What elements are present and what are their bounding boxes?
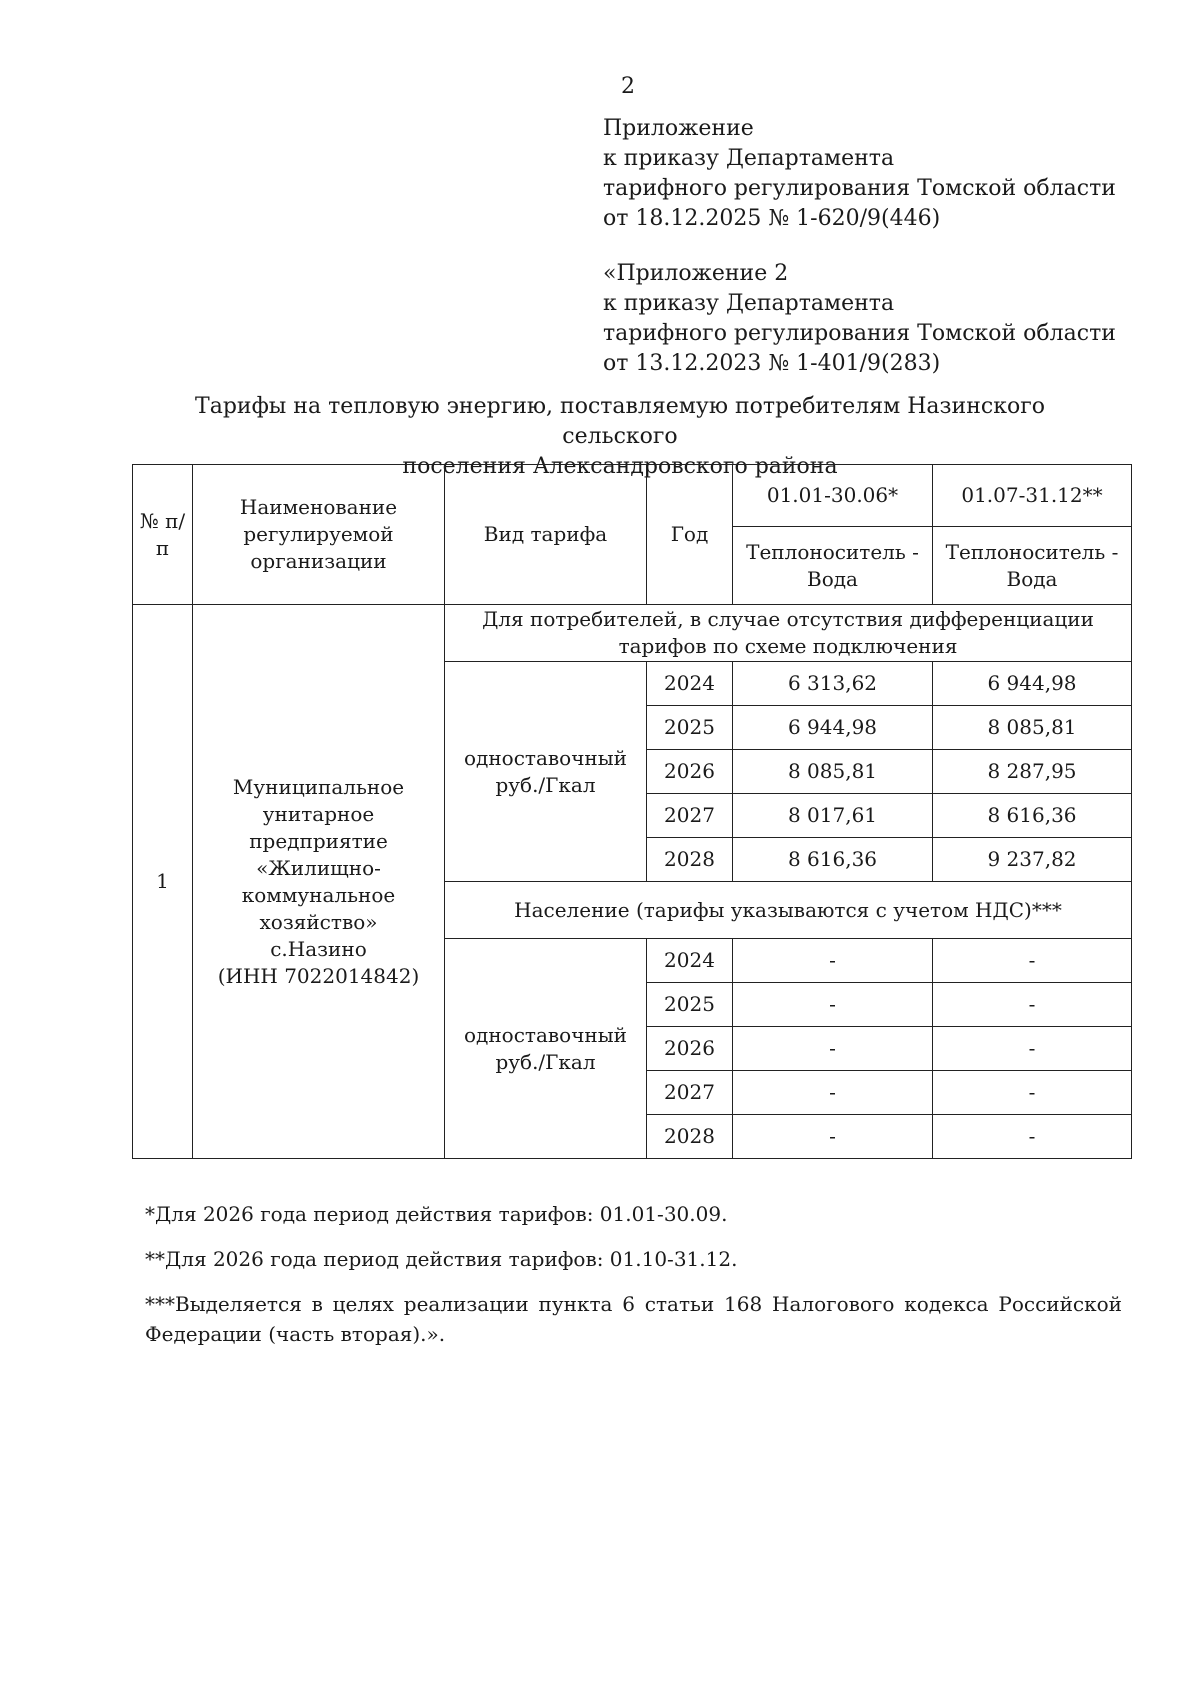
appendix-line: тарифного регулирования Томской области [603, 321, 1116, 346]
header-tariff-type: Вид тарифа [445, 465, 647, 605]
value-cell: - [933, 1115, 1132, 1159]
header-num: № п/п [133, 465, 193, 605]
year-cell: 2025 [647, 706, 733, 750]
year-cell: 2028 [647, 1115, 733, 1159]
value-cell: 6 944,98 [933, 662, 1132, 706]
year-cell: 2028 [647, 838, 733, 882]
value-cell: 8 616,36 [733, 838, 933, 882]
year-cell: 2026 [647, 1027, 733, 1071]
header-period-1: 01.01-30.06* [733, 465, 933, 527]
value-cell: 8 085,81 [933, 706, 1132, 750]
header-organization: Наименование регулируемой организации [193, 465, 445, 605]
year-cell: 2024 [647, 939, 733, 983]
value-cell: - [933, 1071, 1132, 1115]
appendix-line: «Приложение 2 [603, 261, 789, 286]
value-cell: - [933, 939, 1132, 983]
section-title: Для потребителей, в случае отсутствия дифференциации тарифов по схеме подключения [445, 605, 1132, 662]
footnote: *Для 2026 года период действия тарифов: 01.01-30.09. [145, 1202, 728, 1226]
value-cell: - [733, 1071, 933, 1115]
value-cell: - [733, 939, 933, 983]
header-period-2: 01.07-31.12** [933, 465, 1132, 527]
appendix-line: от 13.12.2023 № 1-401/9(283) [603, 351, 941, 376]
header-carrier-1: Теплоноситель - Вода [733, 527, 933, 605]
year-cell: 2026 [647, 750, 733, 794]
organization-name: Муниципальное унитарное предприятие «Жилищно- коммунальное хозяйство» с.Назино (ИНН 7022014842) [193, 605, 445, 1159]
value-cell: 8 616,36 [933, 794, 1132, 838]
value-cell: 6 313,62 [733, 662, 933, 706]
appendix-header-1 [603, 114, 1116, 234]
header-year: Год [647, 465, 733, 605]
value-cell: - [733, 1115, 933, 1159]
year-cell: 2025 [647, 983, 733, 1027]
year-cell: 2027 [647, 794, 733, 838]
title-line: Тарифы на тепловую энергию, поставляемую потребителям Назинского сельского [195, 394, 1045, 449]
appendix-line: тарифного регулирования Томской области [603, 176, 1116, 201]
footnote: **Для 2026 года период действия тарифов: 01.10-31.12. [145, 1247, 738, 1271]
value-cell: - [933, 1027, 1132, 1071]
value-cell: - [733, 983, 933, 1027]
section-row [133, 605, 1132, 662]
value-cell: 6 944,98 [733, 706, 933, 750]
tariff-table [132, 464, 1132, 1159]
section-title: Население (тарифы указываются с учетом НДС)*** [445, 882, 1132, 939]
appendix-line: Приложение [603, 116, 754, 141]
value-cell: - [733, 1027, 933, 1071]
tariff-type: одноставочный руб./Гкал [445, 939, 647, 1159]
header-carrier-2: Теплоноситель - Вода [933, 527, 1132, 605]
appendix-line: к приказу Департамента [603, 291, 895, 316]
footnote: ***Выделяется в целях реализации пункта 6 статьи 168 Налогового кодекса Российской Федерации (часть вторая).». [145, 1292, 1122, 1346]
value-cell: 8 085,81 [733, 750, 933, 794]
footnotes [145, 1199, 1122, 1364]
year-cell: 2027 [647, 1071, 733, 1115]
page-number: 2 [621, 74, 635, 99]
row-number: 1 [133, 605, 193, 1159]
appendix-header-2 [603, 259, 1116, 379]
year-cell: 2024 [647, 662, 733, 706]
title-line: поселения Александровского района [402, 454, 838, 479]
value-cell: 9 237,82 [933, 838, 1132, 882]
value-cell: - [933, 983, 1132, 1027]
tariff-type: одноставочный руб./Гкал [445, 662, 647, 882]
appendix-line: к приказу Департамента [603, 146, 895, 171]
value-cell: 8 017,61 [733, 794, 933, 838]
appendix-line: от 18.12.2025 № 1-620/9(446) [603, 206, 941, 231]
value-cell: 8 287,95 [933, 750, 1132, 794]
header-row [133, 465, 1132, 527]
